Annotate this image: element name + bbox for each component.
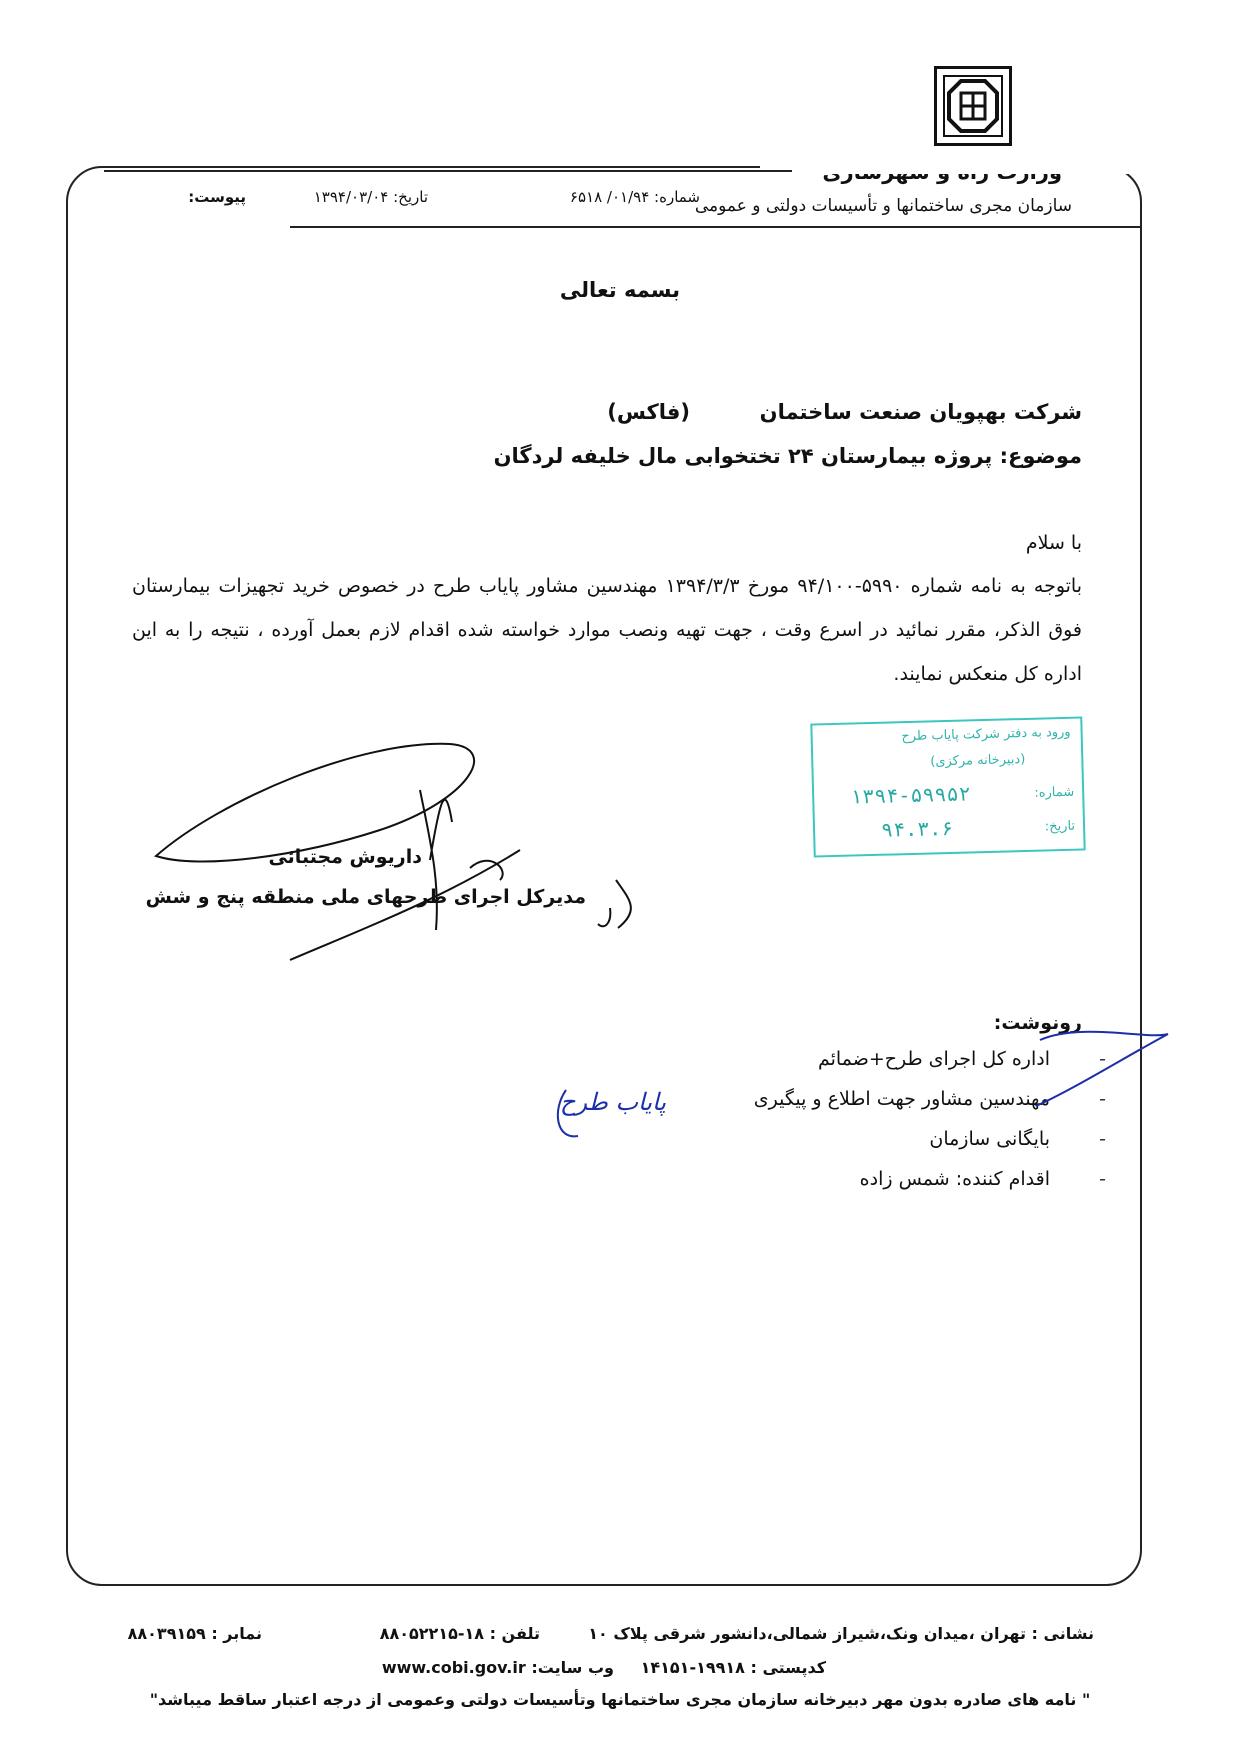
footer-postal-code: کدپستی : ۱۹۹۱۸-۱۴۱۵۱ bbox=[640, 1658, 826, 1677]
stamp-line-1: ورود به دفتر شرکت پایاب طرح bbox=[901, 724, 1071, 745]
date-value: ۱۳۹۴/۰۳/۰۴ bbox=[313, 188, 389, 206]
organization-name: سازمان مجری ساختمانها و تأسیسات دولتی و عمومی bbox=[694, 196, 1072, 216]
cc-item: - مهندسین مشاور جهت اطلاع و پیگیری bbox=[753, 1088, 1106, 1110]
greeting: با سلام bbox=[1025, 532, 1082, 554]
signer-name: داریوش مجتبائی bbox=[268, 846, 422, 868]
fax-marker: (فاکس) bbox=[607, 400, 690, 424]
cc-list bbox=[753, 1048, 1106, 1208]
number-label: شماره: bbox=[654, 188, 700, 206]
received-stamp bbox=[810, 716, 1085, 857]
stamp-date-value: ۹۴.۳.۶ bbox=[880, 815, 954, 842]
letter-frame bbox=[66, 166, 1142, 1586]
footer-address: نشانی : تهران ،میدان ونک،شیراز شمالی،دانشور شرقی پلاک ۱۰ bbox=[588, 1624, 1094, 1643]
footer-phone: تلفن : ۱۸-۸۸۰۵۲۲۱۵ bbox=[379, 1624, 540, 1643]
ministry-logo bbox=[934, 66, 1012, 146]
footer-notice: " نامه های صادره بدون مهر دبیرخانه سازمان مجری ساختمانها وتأسیسات دولتی وعمومی از درجه اعتبار ساقط میباشد" bbox=[149, 1690, 1091, 1709]
letter-number bbox=[570, 188, 700, 206]
cc-title: رونوشت: bbox=[993, 1012, 1082, 1034]
stamp-line-2: (دبیرخانه مرکزی) bbox=[930, 751, 1026, 770]
cc-item: - اقدام کننده: شمس زاده bbox=[859, 1168, 1106, 1190]
letter-date bbox=[314, 188, 428, 206]
signer-title: مدیرکل اجرای طرحهای ملی منطقه پنج و شش bbox=[145, 886, 586, 908]
bismillah: بسمه تعالی bbox=[559, 278, 681, 302]
footer-website: وب سایت: www.cobi.gov.ir bbox=[381, 1658, 614, 1677]
meta-rule bbox=[290, 226, 1142, 228]
handwritten-cc-note: پایاب طرح bbox=[560, 1088, 667, 1116]
frame-header-gap bbox=[760, 160, 1156, 174]
stamp-number-value: ۱۳۹۴-۵۹۹۵۲ bbox=[849, 781, 971, 809]
attachment-label: پیوست: bbox=[188, 188, 246, 206]
addressee: شرکت بهپویان صنعت ساختمان bbox=[759, 400, 1082, 424]
logo-window-icon bbox=[945, 77, 1001, 135]
date-label: تاریخ: bbox=[393, 188, 428, 206]
footer-fax: نمابر : ۸۸۰۳۹۱۵۹ bbox=[127, 1624, 262, 1643]
header-rule bbox=[104, 170, 792, 172]
cc-item: - اداره کل اجرای طرح+ضمائم bbox=[818, 1048, 1106, 1070]
stamp-date-label: تاریخ: bbox=[1044, 818, 1076, 835]
subject-line: موضوع: پروژه بیمارستان ۲۴ تختخوابی مال خلیفه لردگان bbox=[493, 444, 1082, 468]
letter-body: باتوجه به نامه شماره ۵۹۹۰-۹۴/۱۰۰ مورخ ۱۳۹۴/۳/۳ مهندسین مشاور پایاب طرح در خصوص خرید تجهیزات بیمارستان فوق الذکر، مقرر نمائید در اسرع وقت ، جهت تهیه ونصب موارد خواسته شده اقدام لازم بعمل آورده ، نتیجه را به این اداره کل منعکس نمایند. bbox=[132, 575, 1083, 685]
cc-item: - بایگانی سازمان bbox=[929, 1128, 1106, 1150]
number-value: ۰۱/۹۴/ ۶۵۱۸ bbox=[569, 188, 650, 206]
logo-frame bbox=[943, 75, 1003, 137]
stamp-number-label: شماره: bbox=[1034, 784, 1075, 801]
